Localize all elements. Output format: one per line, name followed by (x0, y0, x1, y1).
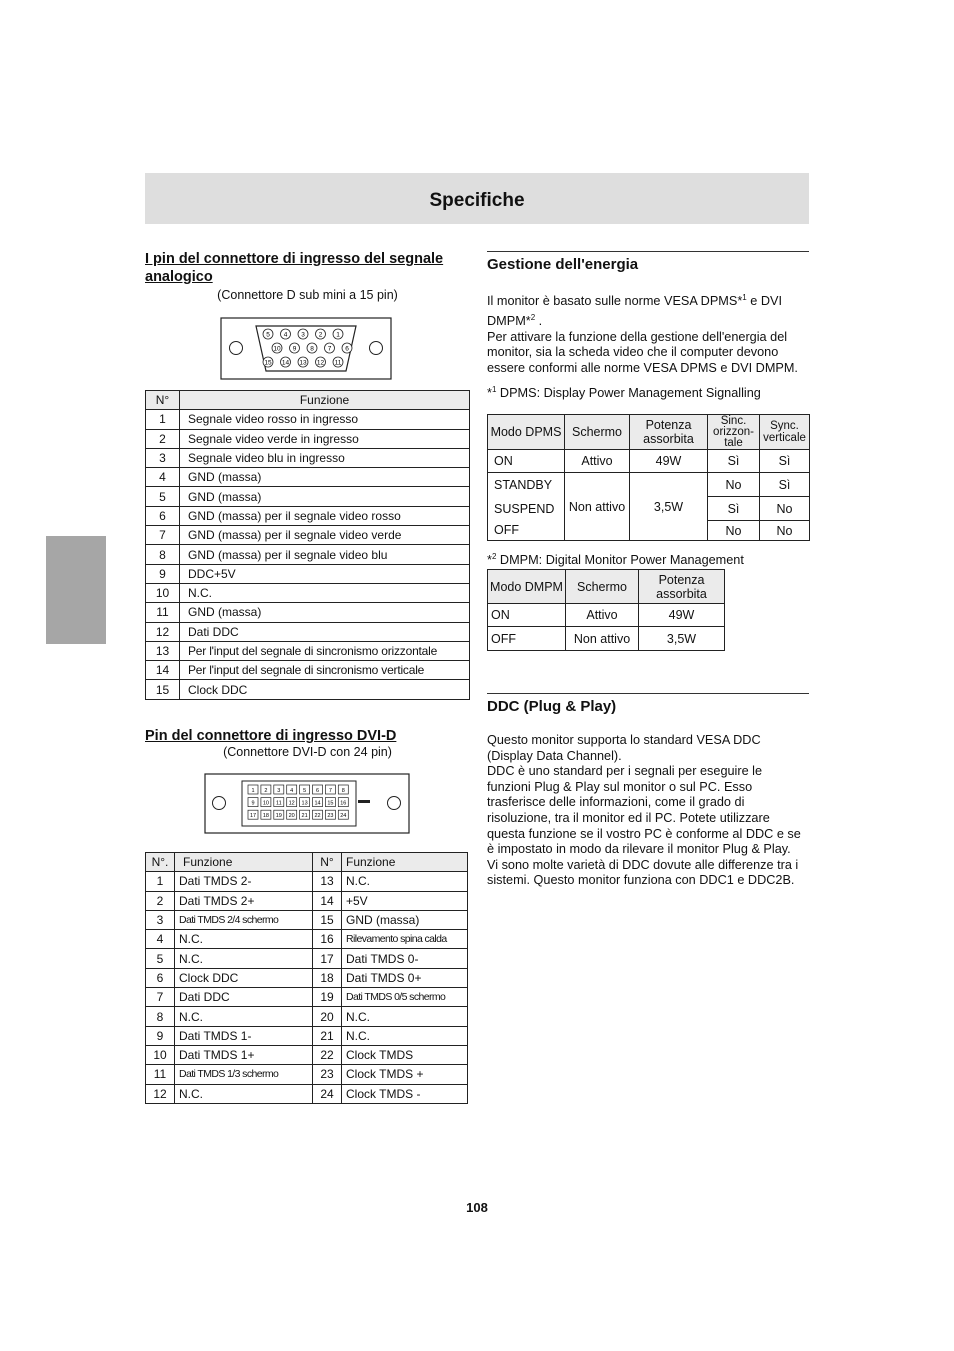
pin-number: 24 (313, 1084, 342, 1103)
pin-function: Clock DDC (175, 968, 313, 987)
pin-number: 5 (146, 487, 180, 506)
pin-number: 1 (146, 410, 180, 429)
dmpm-footnote (487, 549, 809, 569)
table-row (146, 872, 468, 891)
pin-label: 2 (318, 331, 323, 339)
pin-function: DDC+5V (180, 564, 470, 583)
dpms-standby-hsync: No (708, 473, 760, 497)
table-row (146, 1007, 468, 1026)
note1-text: DPMS: Display Power Management Signalling (496, 386, 761, 401)
pin-number: 6 (146, 968, 175, 987)
dsub-connector-diagram (220, 317, 392, 380)
pin-function: GND (massa) (180, 603, 470, 622)
pin-label: 2 (264, 788, 268, 794)
pin-label: 15 (327, 800, 334, 807)
pin-number: 5 (146, 949, 175, 968)
pin-number: 15 (313, 910, 342, 929)
pin-function: Dati TMDS 1- (175, 1026, 313, 1045)
analog-section (145, 250, 470, 302)
pin-function: N.C. (175, 1007, 313, 1026)
table-row (146, 410, 470, 429)
dmpm-on-screen: Attivo (566, 604, 639, 627)
table-row (146, 988, 468, 1007)
ddc-section (487, 698, 809, 889)
pin-function: Dati TMDS 0- (342, 949, 468, 968)
dpms-header-hsync: Sinc. orizzon-tale (708, 415, 760, 450)
pin-function: Dati DDC (175, 988, 313, 1007)
pin-number: 7 (146, 988, 175, 1007)
pin-number: 4 (146, 930, 175, 949)
energy-intro (487, 290, 809, 330)
dvi-connector-diagram (204, 773, 410, 835)
pin-label: 24 (340, 813, 347, 820)
note1-mark: * (487, 386, 492, 401)
dvi-pin-table (145, 852, 468, 1104)
table-row (146, 506, 470, 525)
pin-function: Dati TMDS 0/5 schermo (342, 988, 468, 1007)
pin-number: 23 (313, 1065, 342, 1084)
dmpm-row-off (488, 627, 725, 651)
pin-number: 3 (146, 448, 180, 467)
pin-function: Segnale video blu in ingresso (180, 448, 470, 467)
pin-number: 10 (146, 583, 180, 602)
pin-label: 6 (345, 345, 349, 353)
table-row (146, 1026, 468, 1045)
pin-label: 9 (251, 800, 255, 807)
dvi-table-header (146, 853, 468, 872)
pin-label: 4 (290, 788, 294, 794)
table-row (146, 564, 470, 583)
pin-number: 4 (146, 468, 180, 487)
table-row (146, 1065, 468, 1084)
pin-number: 9 (146, 564, 180, 583)
pin-label: 5 (266, 331, 270, 339)
dmpm-on-mode: ON (488, 604, 566, 627)
pin-function: Per l'input del segnale di sincronismo orizzontale (180, 641, 470, 660)
pin-function: Rilevamento spina calda (342, 930, 468, 949)
dmpm-table (487, 569, 725, 651)
pin-label: 12 (316, 359, 325, 367)
pin-label: 19 (275, 813, 282, 820)
dvi-section (145, 727, 470, 759)
pin-label: 12 (288, 800, 295, 807)
table-row (146, 487, 470, 506)
col-number-b-header: N° (313, 853, 342, 872)
table-row (146, 448, 470, 467)
pin-function: GND (massa) per il segnale video blu (180, 545, 470, 564)
pin-function: GND (massa) per il segnale video verde (180, 526, 470, 545)
col-function-b-header: Funzione (342, 853, 468, 872)
pin-number: 10 (146, 1045, 175, 1064)
dmpm-off-power: 3,5W (639, 627, 725, 651)
dpms-on-hsync: Sì (708, 450, 760, 473)
pin-label: 13 (299, 359, 307, 367)
pin-label: 9 (292, 345, 297, 353)
analog-table-header (146, 391, 470, 410)
table-row (146, 661, 470, 680)
ddc-heading: DDC (Plug & Play) (487, 698, 617, 715)
pin-function: N.C. (342, 1007, 468, 1026)
col-function-header: Funzione (180, 391, 470, 410)
pin-number: 18 (313, 968, 342, 987)
pin-label: 8 (341, 788, 345, 794)
dpms-on-screen: Attivo (565, 450, 630, 473)
col-function-a-header: Funzione (175, 853, 313, 872)
pin-label: 11 (275, 800, 282, 807)
pin-number: 13 (146, 641, 180, 660)
table-row (146, 622, 470, 641)
pin-number: 19 (313, 988, 342, 1007)
table-row (146, 526, 470, 545)
pin-label: 11 (334, 359, 342, 367)
note2-sup: 2 (491, 552, 497, 561)
dpms-off-hsync: No (708, 521, 760, 541)
pin-number: 2 (146, 429, 180, 448)
energy-heading: Gestione dell'energia (487, 256, 639, 273)
pin-label: 5 (303, 788, 307, 794)
pin-function: Clock TMDS - (342, 1084, 468, 1103)
table-row (146, 641, 470, 660)
dmpm-header-mode: Modo DMPM (488, 570, 566, 604)
pin-number: 6 (146, 506, 180, 525)
pin-number: 14 (313, 891, 342, 910)
pin-function: Dati TMDS 0+ (342, 968, 468, 987)
pin-function: Clock TMDS (342, 1045, 468, 1064)
pin-function: N.C. (342, 872, 468, 891)
analog-heading: I pin del connettore di ingresso del segnale analogico (145, 251, 444, 285)
pin-label: 21 (301, 813, 308, 820)
pin-number: 22 (313, 1045, 342, 1064)
dpms-on-power: 49W (630, 450, 708, 473)
pin-label: 20 (288, 813, 295, 820)
table-row (146, 1045, 468, 1064)
pin-function: Dati TMDS 2+ (175, 891, 313, 910)
dpms-header-vsync: Sync. verticale (760, 415, 810, 450)
table-row (146, 930, 468, 949)
pin-label: 3 (301, 331, 305, 339)
pin-number: 21 (313, 1026, 342, 1045)
table-row (146, 429, 470, 448)
table-row (146, 949, 468, 968)
pin-label: 7 (327, 345, 332, 353)
title-banner (145, 173, 809, 224)
dpms-on-vsync: Sì (760, 450, 810, 473)
footnote-ref-1: 1 (742, 293, 747, 302)
pin-label: 23 (327, 813, 334, 820)
ddc-rule (487, 693, 809, 694)
table-row (146, 680, 470, 699)
pin-function: N.C. (180, 583, 470, 602)
table-row (146, 603, 470, 622)
pin-number: 16 (313, 930, 342, 949)
table-row (146, 545, 470, 564)
dmpm-on-power: 49W (639, 604, 725, 627)
pin-function: GND (massa) (180, 487, 470, 506)
pin-number: 1 (146, 872, 175, 891)
col-number-header: N° (146, 391, 180, 410)
dmpm-off-mode: OFF (488, 627, 566, 651)
dpms-row-standby (488, 473, 810, 497)
pin-label: 1 (336, 331, 340, 339)
dpms-header-screen: Schermo (565, 415, 630, 450)
dpms-footnote (487, 382, 809, 402)
pin-function: Clock DDC (180, 680, 470, 699)
pin-label: 3 (277, 788, 281, 794)
table-row (146, 583, 470, 602)
energy-rule (487, 251, 809, 252)
pin-number: 12 (146, 622, 180, 641)
pin-number: 11 (146, 1065, 175, 1084)
pin-function: Dati TMDS 1/3 schermo (175, 1065, 313, 1084)
page-number: 108 (466, 1200, 488, 1215)
pin-number: 7 (146, 526, 180, 545)
pin-number: 11 (146, 603, 180, 622)
dpms-row-on (488, 450, 810, 473)
note2-text: DMPM: Digital Monitor Power Management (496, 553, 744, 568)
pin-number: 2 (146, 891, 175, 910)
pin-label: 15 (264, 359, 272, 367)
pin-label: 1 (251, 788, 255, 794)
pin-label: 14 (314, 800, 321, 807)
dpms-header-row (488, 415, 810, 450)
pin-number: 20 (313, 1007, 342, 1026)
pin-label: 13 (301, 800, 308, 807)
energy-intro-a: Il monitor è basato sulle norme VESA DPMS* (487, 294, 743, 309)
pin-number: 17 (313, 949, 342, 968)
pin-function: GND (massa) per il segnale video rosso (180, 506, 470, 525)
pin-function: Dati TMDS 1+ (175, 1045, 313, 1064)
note1-sup: 1 (491, 385, 497, 395)
dpms-suspend-vsync: No (760, 497, 810, 521)
pin-number: 12 (146, 1084, 175, 1103)
dpms-off-vsync: No (760, 521, 810, 541)
pin-number: 15 (146, 680, 180, 699)
dpms-off-screen: Non attivo (565, 473, 630, 541)
table-row (146, 910, 468, 929)
pin-label: 7 (328, 788, 332, 794)
pin-function: GND (massa) (180, 468, 470, 487)
pin-label: 18 (262, 813, 269, 820)
col-number-a-header: N°. (146, 853, 175, 872)
energy-intro-c: . (535, 314, 543, 329)
pin-function: GND (massa) (342, 910, 468, 929)
pin-function: Per l'input del segnale di sincronismo verticale (180, 661, 470, 680)
dpms-table (487, 414, 810, 541)
table-row (146, 468, 470, 487)
dpms-suspend-mode: SUSPEND (488, 497, 565, 521)
dpms-standby-mode: STANDBY (488, 473, 565, 497)
pin-number: 9 (146, 1026, 175, 1045)
dpms-header-mode: Modo DPMS (488, 415, 565, 450)
dmpm-off-screen: Non attivo (566, 627, 639, 651)
dpms-off-mode: OFF (488, 521, 565, 541)
table-row (146, 891, 468, 910)
energy-intro-b: e DVI DMPM* (487, 294, 782, 329)
pin-label: 10 (273, 345, 281, 353)
footnote-ref-2: 2 (530, 312, 536, 322)
dmpm-header-screen: Schermo (566, 570, 639, 604)
pin-function: Segnale video verde in ingresso (180, 429, 470, 448)
pin-number: 13 (313, 872, 342, 891)
pin-number: 14 (146, 661, 180, 680)
pin-label: 16 (340, 800, 347, 807)
dmpm-header-row (488, 570, 725, 604)
pin-function: Clock TMDS + (342, 1065, 468, 1084)
energy-para2: Per attivare la funzione della gestione dell'energia del monitor, sia la scheda video che il computer devono essere conformi alle norme VESA DPMS e DVI DMPM. (487, 329, 798, 375)
pin-function: N.C. (175, 949, 313, 968)
pin-label: 10 (262, 800, 269, 807)
dpms-suspend-hsync: Sì (708, 497, 760, 521)
pin-label: 8 (310, 345, 314, 353)
pin-number: 8 (146, 1007, 175, 1026)
note2-mark: * (487, 553, 492, 568)
pin-function: N.C. (342, 1026, 468, 1045)
pin-function: Dati TMDS 2- (175, 872, 313, 891)
pin-function: Dati TMDS 2/4 schermo (175, 910, 313, 929)
table-row (146, 1084, 468, 1103)
energy-section (487, 256, 809, 402)
dvi-heading: Pin del connettore di ingresso DVI-D (145, 728, 397, 744)
pin-label: 17 (249, 813, 257, 820)
analog-caption: (Connettore D sub mini a 15 pin) (217, 288, 398, 302)
page-title: Specifiche (429, 190, 525, 211)
analog-pin-table (145, 390, 470, 700)
ddc-paragraph: Questo monitor supporta lo standard VESA DDC (Display Data Channel). DDC è uno standard per i segnali per eseguire le funzioni Plug & Play sul monitor o sul PC. Esso trasferisce delle informazioni, come il grado di risoluzione, tra il monitor ed il PC. Potete utilizzare questa funzione se il vostro PC è conforme al DDC e se è impostato in modo da rilevare il monitor Plug & Play. Vi sono molte varietà di DDC dovute alle differenze tra i sistemi. Questo monitor funziona con DDC1 e DDC2B. (487, 733, 801, 888)
dvi-caption: (Connettore DVI-D con 24 pin) (223, 745, 392, 759)
dpms-header-power: Potenza assorbita (630, 415, 708, 450)
language-side-tab (46, 536, 106, 644)
dmpm-row-on (488, 604, 725, 627)
pin-function: N.C. (175, 930, 313, 949)
table-row (146, 968, 468, 987)
pin-number: 3 (146, 910, 175, 929)
pin-label: 4 (283, 331, 288, 339)
pin-label: 6 (315, 788, 320, 794)
pin-function: +5V (342, 891, 468, 910)
pin-function: N.C. (175, 1084, 313, 1103)
pin-function: Segnale video rosso in ingresso (180, 410, 470, 429)
dpms-off-power: 3,5W (630, 473, 708, 541)
dpms-standby-vsync: Sì (760, 473, 810, 497)
dmpm-header-power: Potenza assorbita (639, 570, 725, 604)
pin-number: 8 (146, 545, 180, 564)
dpms-on-mode: ON (488, 450, 565, 473)
pin-function: Dati DDC (180, 622, 470, 641)
pin-label: 14 (281, 359, 290, 367)
pin-label: 22 (314, 813, 321, 820)
